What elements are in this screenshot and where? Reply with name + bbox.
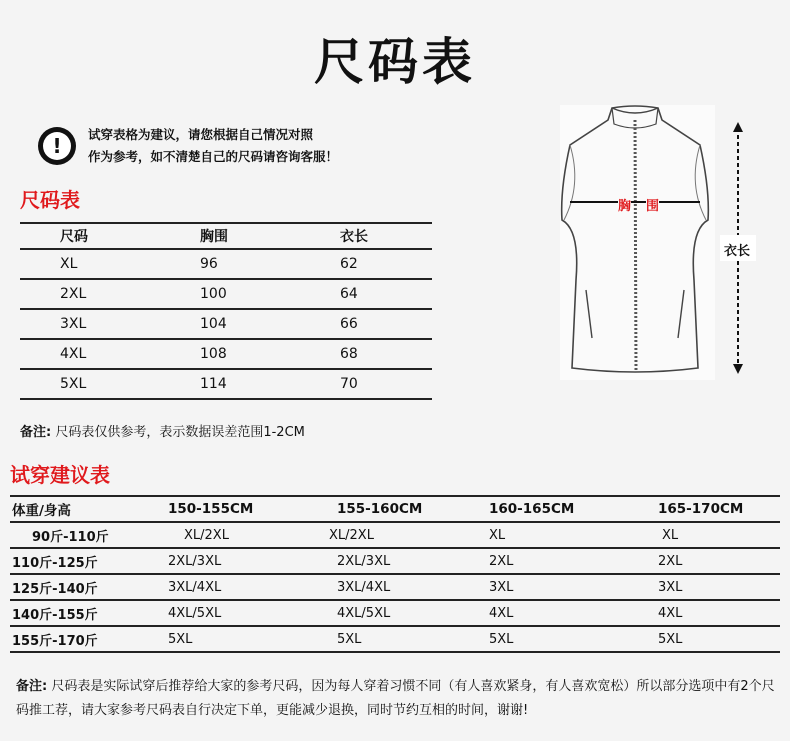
cell-length: 66 (340, 316, 358, 332)
table-row (20, 370, 432, 400)
vest-diagram (550, 100, 770, 390)
size-table-header (20, 222, 432, 250)
cell-size: XL (489, 527, 506, 543)
header-height-4: 165-170CM (658, 501, 744, 517)
chest-label-1: 胸 (618, 195, 631, 214)
table-row (10, 523, 780, 549)
size-note-label: 备注: (20, 425, 52, 440)
cell-length: 62 (340, 256, 358, 272)
cell-size: XL/2XL (329, 527, 374, 543)
cell-size: 3XL (60, 316, 87, 332)
table-row (20, 340, 432, 370)
size-table (20, 222, 432, 400)
fit-section-title: 试穿建议表 (10, 463, 110, 487)
header-height-3: 160-165CM (489, 501, 575, 517)
header-height-2: 155-160CM (337, 501, 423, 517)
table-row (20, 310, 432, 340)
cell-size: 3XL (658, 579, 683, 595)
notice (38, 124, 338, 168)
footnote (16, 675, 778, 723)
cell-length: 70 (340, 376, 358, 392)
size-note (20, 421, 305, 440)
footnote-label: 备注: (16, 679, 48, 694)
notice-line-1: 试穿表格为建议，请您根据自己情况对照 (88, 127, 314, 142)
cell-chest: 108 (200, 346, 227, 362)
notice-line-2: 作为参考，如不清楚自己的尺码请咨询客服！ (88, 149, 339, 164)
size-note-text: 尺码表仅供参考，表示数据误差范围1-2CM (55, 425, 305, 440)
cell-size: 2XL (489, 553, 514, 569)
cell-size: 2XL/3XL (168, 553, 222, 569)
cell-weight: 140斤-155斤 (12, 607, 98, 623)
chest-label-2: 围 (646, 195, 659, 214)
cell-weight: 90斤-110斤 (32, 529, 109, 545)
table-row (10, 575, 780, 601)
cell-size: XL (60, 256, 78, 272)
cell-size: 2XL (658, 553, 683, 569)
page-title: 尺码表 (314, 32, 476, 91)
cell-length: 68 (340, 346, 358, 362)
table-row (10, 627, 780, 653)
table-row (20, 280, 432, 310)
cell-size: XL (662, 527, 679, 543)
cell-size: 2XL/3XL (337, 553, 391, 569)
cell-size: 3XL/4XL (168, 579, 222, 595)
notice-text (88, 124, 338, 168)
fit-table-header (10, 495, 780, 523)
cell-size: 4XL/5XL (168, 605, 222, 621)
cell-weight: 155斤-170斤 (12, 633, 98, 649)
header-length: 衣长 (340, 229, 368, 245)
length-label: 衣长 (724, 244, 751, 259)
cell-size: XL/2XL (184, 527, 229, 543)
cell-chest: 104 (200, 316, 227, 332)
header-chest: 胸围 (200, 229, 228, 245)
cell-chest: 96 (200, 256, 218, 272)
cell-weight: 110斤-125斤 (12, 555, 98, 571)
cell-size: 3XL/4XL (337, 579, 391, 595)
cell-size: 5XL (489, 631, 514, 647)
cell-weight: 125斤-140斤 (12, 581, 98, 597)
size-section-title: 尺码表 (20, 188, 80, 212)
fit-table (10, 495, 780, 653)
cell-size: 2XL (60, 286, 87, 302)
cell-size: 4XL (60, 346, 87, 362)
table-row (10, 549, 780, 575)
cell-size: 4XL/5XL (337, 605, 391, 621)
table-row (10, 601, 780, 627)
cell-chest: 100 (200, 286, 227, 302)
cell-size: 4XL (489, 605, 514, 621)
header-weight-height: 体重/身高 (12, 503, 71, 519)
cell-size: 5XL (337, 631, 362, 647)
cell-chest: 114 (200, 376, 227, 392)
cell-size: 3XL (489, 579, 514, 595)
cell-size: 5XL (168, 631, 193, 647)
table-row (20, 250, 432, 280)
header-height-1: 150-155CM (168, 501, 254, 517)
footnote-text: 尺码表是实际试穿后推荐给大家的参考尺码，因为每人穿着习惯不同（有人喜欢紧身，有人喜欢宽松）所以部分选项中有2个尺码推工荐，请大家参考尺码表自行决定下单，更能减少退换，同时节约互相的时间，谢谢! (16, 679, 775, 718)
header-size: 尺码 (60, 229, 88, 245)
cell-size: 5XL (60, 376, 87, 392)
cell-size: 4XL (658, 605, 683, 621)
cell-size: 5XL (658, 631, 683, 647)
exclamation-icon: ! (38, 127, 76, 165)
cell-length: 64 (340, 286, 358, 302)
